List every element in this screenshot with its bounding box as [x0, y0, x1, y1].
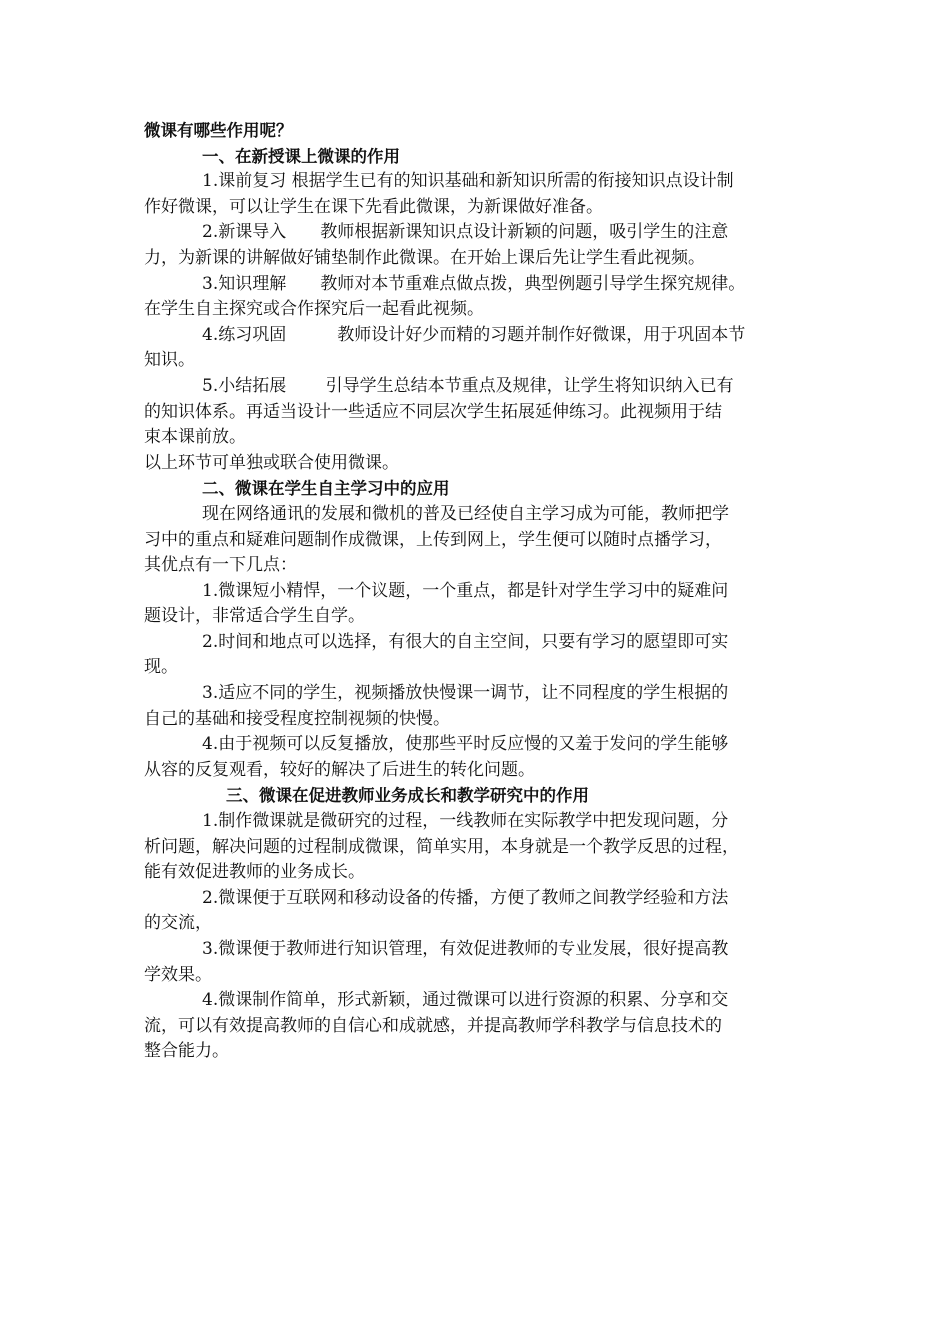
- paragraph-line: 能有效促进教师的业务成长。: [144, 862, 365, 883]
- paragraph-line: 1.课前复习 根据学生已有的知识基础和新知识所需的衔接知识点设计制: [202, 171, 734, 192]
- paragraph-line: 现。: [144, 657, 178, 678]
- section-heading-1: 一、在新授课上微课的作用: [202, 146, 400, 166]
- paragraph-line: 知识。: [144, 350, 195, 371]
- paragraph-line: 束本课前放。: [144, 427, 246, 448]
- paragraph-line: 2.新课导入 教师根据新课知识点设计新颖的问题，吸引学生的注意: [202, 222, 729, 243]
- paragraph-line: 2.时间和地点可以选择，有很大的自主空间，只要有学习的愿望即可实: [202, 631, 729, 652]
- section-heading-3: 三、微课在促进教师业务成长和教学研究中的作用: [226, 786, 589, 806]
- paragraph-line: 流，可以有效提高教师的自信心和成就感，并提高教师学科教学与信息技术的: [144, 1015, 722, 1036]
- paragraph-line: 习中的重点和疑难问题制作成微课，上传到网上，学生便可以随时点播学习，: [144, 529, 722, 550]
- paragraph-line: 4.微课制作简单，形式新颖，通过微课可以进行资源的积累、分享和交: [202, 990, 729, 1011]
- paragraph-line: 的交流，: [144, 913, 212, 934]
- paragraph-line: 3.知识理解 教师对本节重难点做点拨，典型例题引导学生探究规律。: [202, 273, 746, 294]
- paragraph-line: 4.由于视频可以反复播放，使那些平时反应慢的又羞于发问的学生能够: [202, 734, 729, 755]
- paragraph-line: 的知识体系。再适当设计一些适应不同层次学生拓展延伸练习。此视频用于结: [144, 401, 722, 422]
- document-page: [144, 118, 804, 1065]
- paragraph-line: 5.小结拓展 引导学生总结本节重点及规律，让学生将知识纳入已有: [202, 375, 734, 396]
- paragraph-line: 现在网络通讯的发展和微机的普及已经使自主学习成为可能，教师把学: [202, 503, 729, 524]
- paragraph-line: 整合能力。: [144, 1041, 229, 1062]
- paragraph-line: 作好微课，可以让学生在课下先看此微课，为新课做好准备。: [144, 196, 603, 217]
- paragraph-line: 学效果。: [144, 964, 212, 985]
- paragraph-line: 题设计，非常适合学生自学。: [144, 606, 365, 627]
- paragraph-line: 1.制作微课就是微研究的过程，一线教师在实际教学中把发现问题，分: [202, 811, 729, 832]
- paragraph-line: 3.微课便于教师进行知识管理，有效促进教师的专业发展，很好提高教: [202, 939, 729, 959]
- paragraph-line: 4.练习巩固 教师设计好少而精的习题并制作好微课，用于巩固本节: [202, 324, 746, 345]
- paragraph-line: 在学生自主探究或合作探究后一起看此视频。: [144, 299, 484, 320]
- document-title: 微课有哪些作用呢？: [144, 121, 293, 140]
- section-heading-2: 二、微课在学生自主学习中的应用: [202, 479, 450, 499]
- paragraph-line: 其优点有一下几点：: [144, 555, 297, 576]
- paragraph-line: 析问题，解决问题的过程制成微课，简单实用，本身就是一个教学反思的过程，: [144, 836, 739, 857]
- paragraph-line: 力，为新课的讲解做好铺垫制作此微课。在开始上课后先让学生看此视频。: [144, 247, 705, 268]
- paragraph-line: 2.微课便于互联网和移动设备的传播，方便了教师之间教学经验和方法: [202, 887, 729, 908]
- paragraph-line: 1.微课短小精悍，一个议题，一个重点，都是针对学生学习中的疑难问: [202, 580, 729, 601]
- paragraph-line: 以上环节可单独或联合使用微课。: [144, 452, 399, 473]
- paragraph-line: 自己的基础和接受程度控制视频的快慢。: [144, 708, 450, 729]
- paragraph-line: 从容的反复观看，较好的解决了后进生的转化问题。: [144, 759, 535, 780]
- paragraph-line: 3.适应不同的学生，视频播放快慢课一调节，让不同程度的学生根据的: [202, 683, 729, 704]
